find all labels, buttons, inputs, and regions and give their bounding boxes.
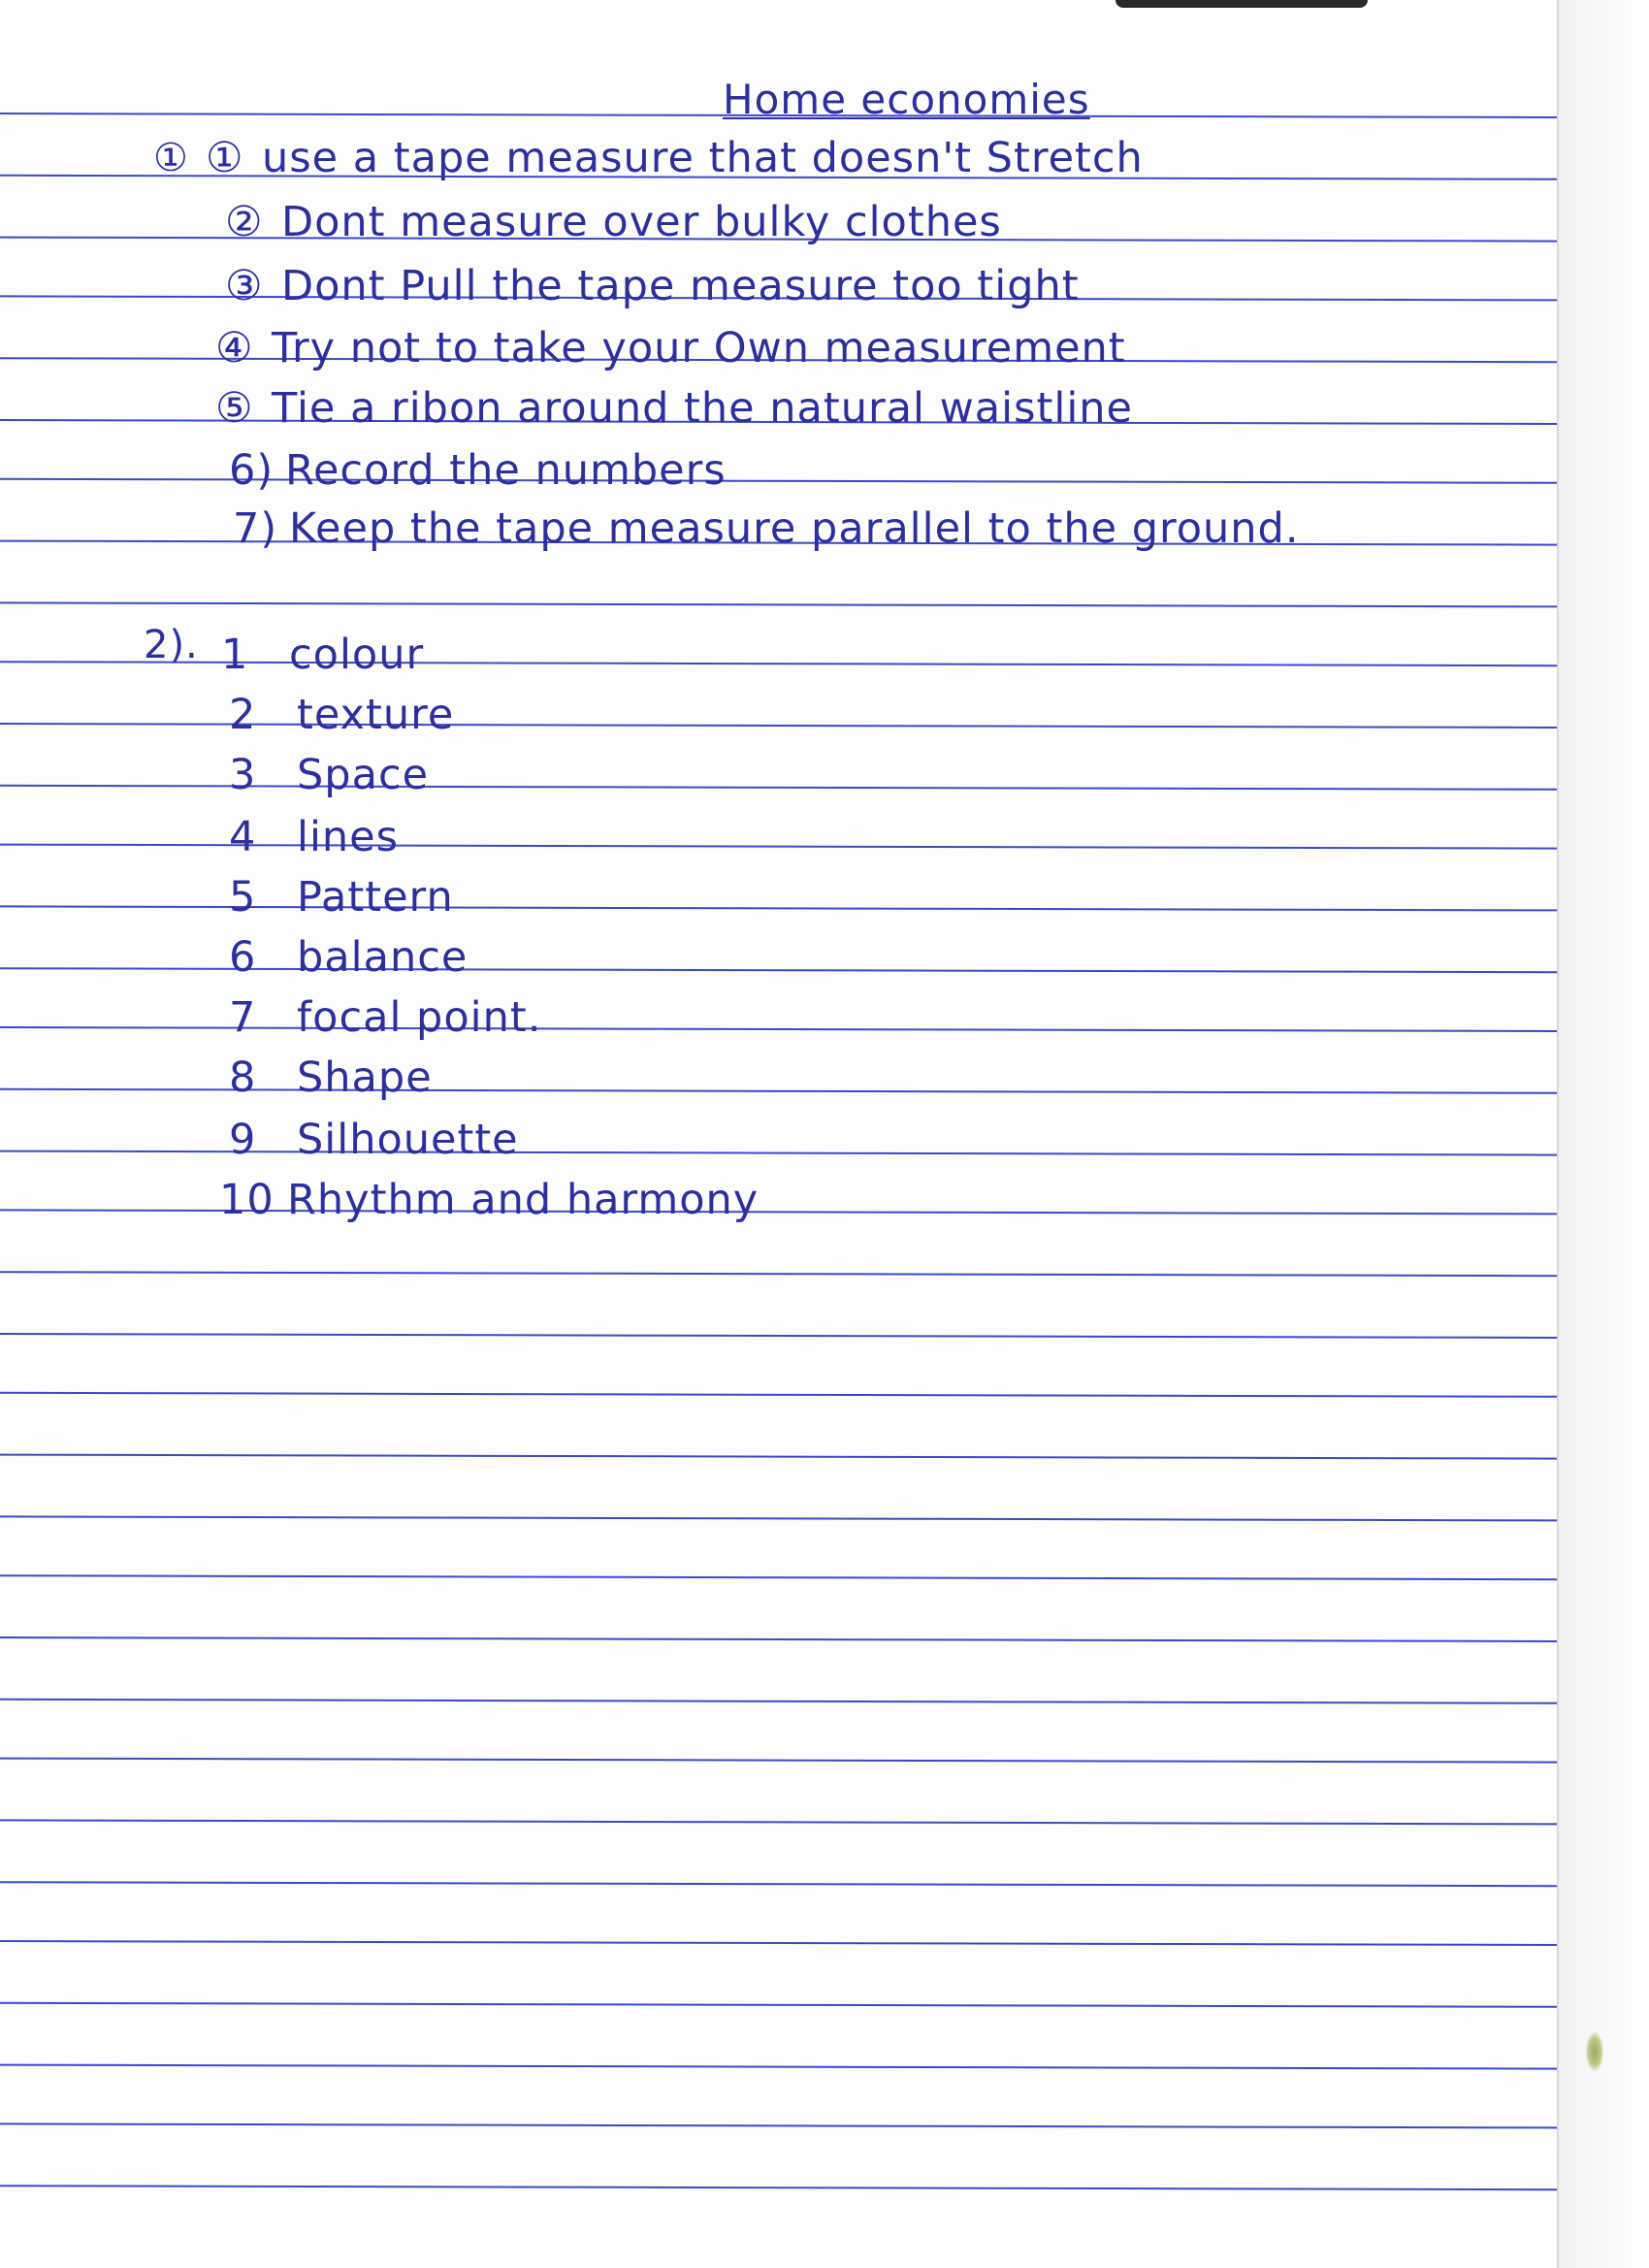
list-item-number: 3 (229, 751, 257, 799)
list-item-number: 7) (233, 504, 278, 553)
list-item-text: Silhouette (297, 1116, 519, 1164)
list-item (229, 1053, 433, 1102)
list-item-text: Dont Pull the tape measure too tight (281, 262, 1080, 310)
list-item-text: focal point. (297, 993, 542, 1042)
question-2-number: 2). (144, 623, 199, 667)
page-title: Home economies (723, 76, 1090, 123)
list-item (229, 751, 429, 799)
list-item-number: 9 (229, 1116, 257, 1164)
list-item-text: Tie a ribon around the natural waistline (272, 384, 1133, 433)
list-item (215, 384, 1133, 433)
list-item-text: Shape (297, 1053, 433, 1102)
list-item (229, 1116, 519, 1164)
list-item (215, 324, 1126, 373)
paper-stain (1586, 2032, 1603, 2071)
list-item-number: 6 (229, 933, 257, 982)
list-item-number: 10 (219, 1176, 275, 1224)
question-1-number: ① (153, 136, 189, 180)
list-item-number: ① (206, 134, 244, 182)
list-item-number: ④ (215, 324, 254, 373)
list-item-number: 6) (229, 446, 275, 495)
list-item-text: lines (297, 813, 400, 861)
list-item-text: Pattern (297, 873, 454, 922)
list-item-text: Rhythm and harmony (287, 1176, 760, 1224)
list-item-text: Record the numbers (285, 446, 727, 495)
list-item (229, 873, 454, 922)
list-item-number: ③ (225, 262, 264, 310)
list-item-number: 2 (229, 691, 257, 739)
list-item-text: Try not to take your Own measurement (272, 324, 1126, 373)
list-item-text: Space (297, 751, 430, 799)
list-item-text: colour (289, 631, 425, 679)
list-item (233, 504, 1300, 553)
list-item-number: 1 (221, 631, 249, 679)
list-item-number: 7 (229, 993, 257, 1042)
list-item-number: ⑤ (215, 384, 254, 433)
list-item (229, 446, 727, 495)
list-item (229, 813, 399, 861)
list-item (225, 198, 1002, 246)
list-item-text: use a tape measure that doesn't Stretch (262, 134, 1144, 182)
list-item-number: 5 (229, 873, 257, 922)
list-item-text: Keep the tape measure parallel to the ground. (289, 504, 1300, 553)
list-item-number: 8 (229, 1053, 257, 1102)
list-item (229, 933, 468, 982)
list-item (219, 1176, 759, 1224)
scan-background (1559, 0, 1649, 2268)
list-item (229, 691, 454, 739)
list-item-text: Dont measure over bulky clothes (281, 198, 1002, 246)
scan-shadow (1116, 0, 1368, 8)
list-item-number: ② (225, 198, 264, 246)
list-item-text: texture (297, 691, 455, 739)
list-item (225, 262, 1080, 310)
list-item (206, 134, 1144, 182)
list-item (229, 993, 541, 1042)
list-item-text: balance (297, 933, 469, 982)
list-item-number: 4 (229, 813, 257, 861)
list-item (221, 631, 424, 679)
